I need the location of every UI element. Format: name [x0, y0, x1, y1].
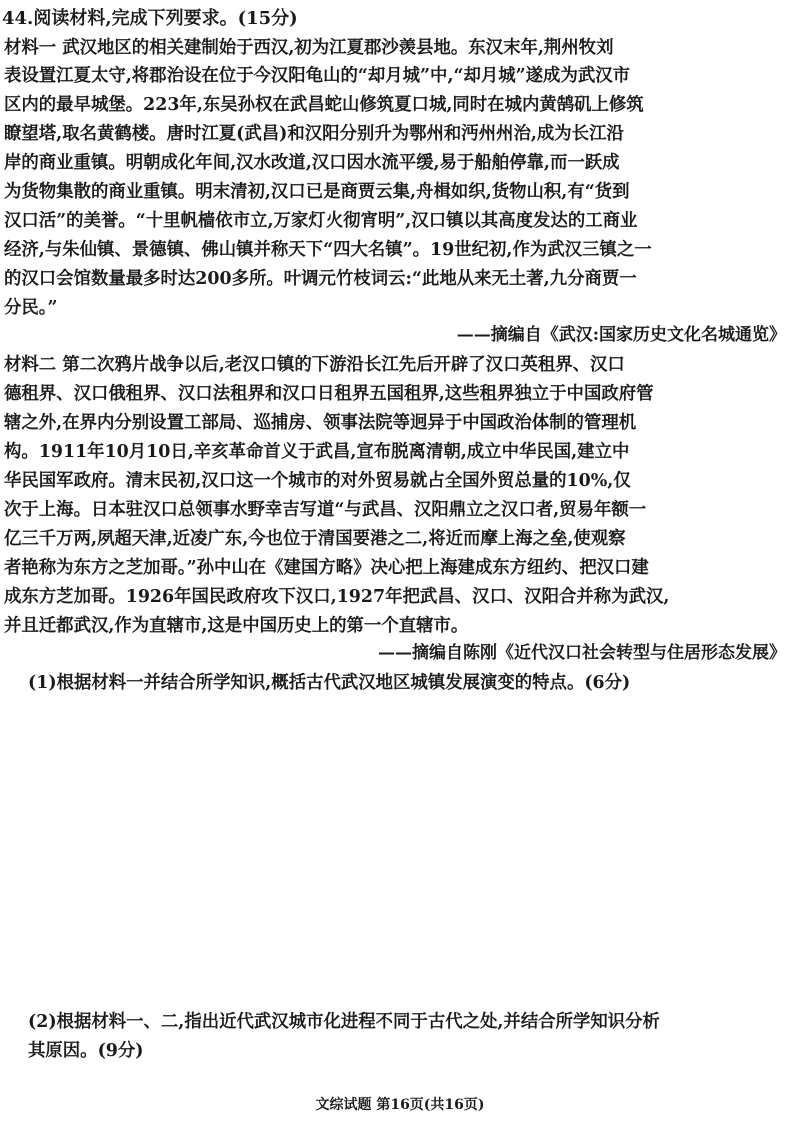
material1-source: ——摘编自《武汉:国家历史文化名城通览》	[456, 325, 786, 345]
material2-line-0: 材料二 第二次鸦片战争以后,老汉口镇的下游沿长江先后开辟了汉口英租界、汉口	[4, 355, 625, 375]
material2-line-4: 华民国军政府。清末民初,汉口这一个城市的对外贸易就占全国外贸总量的10%,仅	[4, 471, 631, 491]
material2-line-8: 成东方芝加哥。1926年国民政府攻下汉口,1927年把武昌、汉口、汉阳合并称为武汉,	[4, 587, 670, 607]
material1-line-8: 的汉口会馆数量最多时达200多所。叶调元竹枝词云:“此地从来无土著,九分商贾一	[4, 269, 637, 289]
material1-line-7: 经济,与朱仙镇、景德镇、佛山镇并称天下“四大名镇”。19世纪初,作为武汉三镇之一	[4, 240, 652, 260]
material2-line-3: 构。1911年10月10日,辛亥革命首义于武昌,宣布脱离清朝,成立中华民国,建立中	[4, 442, 630, 462]
sub-question-2-line-1: 其原因。(9分)	[28, 1041, 144, 1061]
material1-line-5: 为货物集散的商业重镇。明末清初,汉口已是商贾云集,舟楫如织,货物山积,有“货到	[4, 182, 630, 202]
material1-line-2: 区内的最早城堡。223年,东吴孙权在武昌蛇山修筑夏口城,同时在城内黄鹄矶上修筑	[4, 95, 644, 115]
page-footer: 文综试题 第16页(共16页)	[315, 1097, 485, 1113]
sub-question-2-line-0: (2)根据材料一、二,指出近代武汉城市化进程不同于古代之处,并结合所学知识分析	[28, 1012, 660, 1032]
material2-label: 材料二	[4, 355, 57, 375]
material2-line-1: 德租界、汉口俄租界、汉口法租界和汉口日租界五国租界,这些租界独立于中国政府管	[4, 384, 654, 404]
question-title: 44.阅读材料,完成下列要求。(15分)	[2, 8, 298, 29]
material2-source: ——摘编自陈刚《近代汉口社会转型与住居形态发展》	[378, 643, 786, 663]
material1-line-1: 表设置江夏太守,将郡治设在位于今汉阳龟山的“却月城”中,“却月城”遂成为武汉市	[4, 66, 631, 86]
material2-line-7: 者艳称为东方之芝加哥。”孙中山在《建国方略》决心把上海建成东方纽约、把汉口建	[4, 558, 649, 578]
material1-line-4: 岸的商业重镇。明朝成化年间,汉水改道,汉口因水流平缓,易于船舶停靠,而一跃成	[4, 153, 620, 173]
material1-line-3: 瞭望塔,取名黄鹤楼。唐时江夏(武昌)和汉阳分别升为鄂州和沔州州治,成为长江沿	[4, 124, 624, 144]
material2-line-6: 亿三千万两,夙超天津,近凌广东,今也位于清国要港之二,将近而摩上海之垒,使观察	[4, 529, 626, 549]
material2-line-5: 次于上海。日本驻汉口总领事水野幸吉写道“与武昌、汉阳鼎立之汉口者,贸易年额一	[4, 500, 647, 520]
sub-question-1: (1)根据材料一并结合所学知识,概括古代武汉地区城镇发展演变的特点。(6分)	[28, 673, 631, 693]
material1-line-6: 汉口活”的美誉。“十里帆樯依市立,万家灯火彻宵明”,汉口镇以其高度发达的工商业	[4, 211, 638, 231]
material2-line-2: 辖之外,在界内分别设置工部局、巡捕房、领事法院等迥异于中国政治体制的管理机	[4, 413, 637, 433]
material1-line-9: 分民。”	[4, 298, 58, 318]
material1-line-0: 材料一 武汉地区的相关建制始于西汉,初为江夏郡沙羡县地。东汉末年,荆州牧刘	[4, 38, 614, 58]
material1-label: 材料一	[4, 38, 57, 58]
material2-line-9: 并且迁都武汉,作为直辖市,这是中国历史上的第一个直辖市。	[4, 616, 469, 636]
